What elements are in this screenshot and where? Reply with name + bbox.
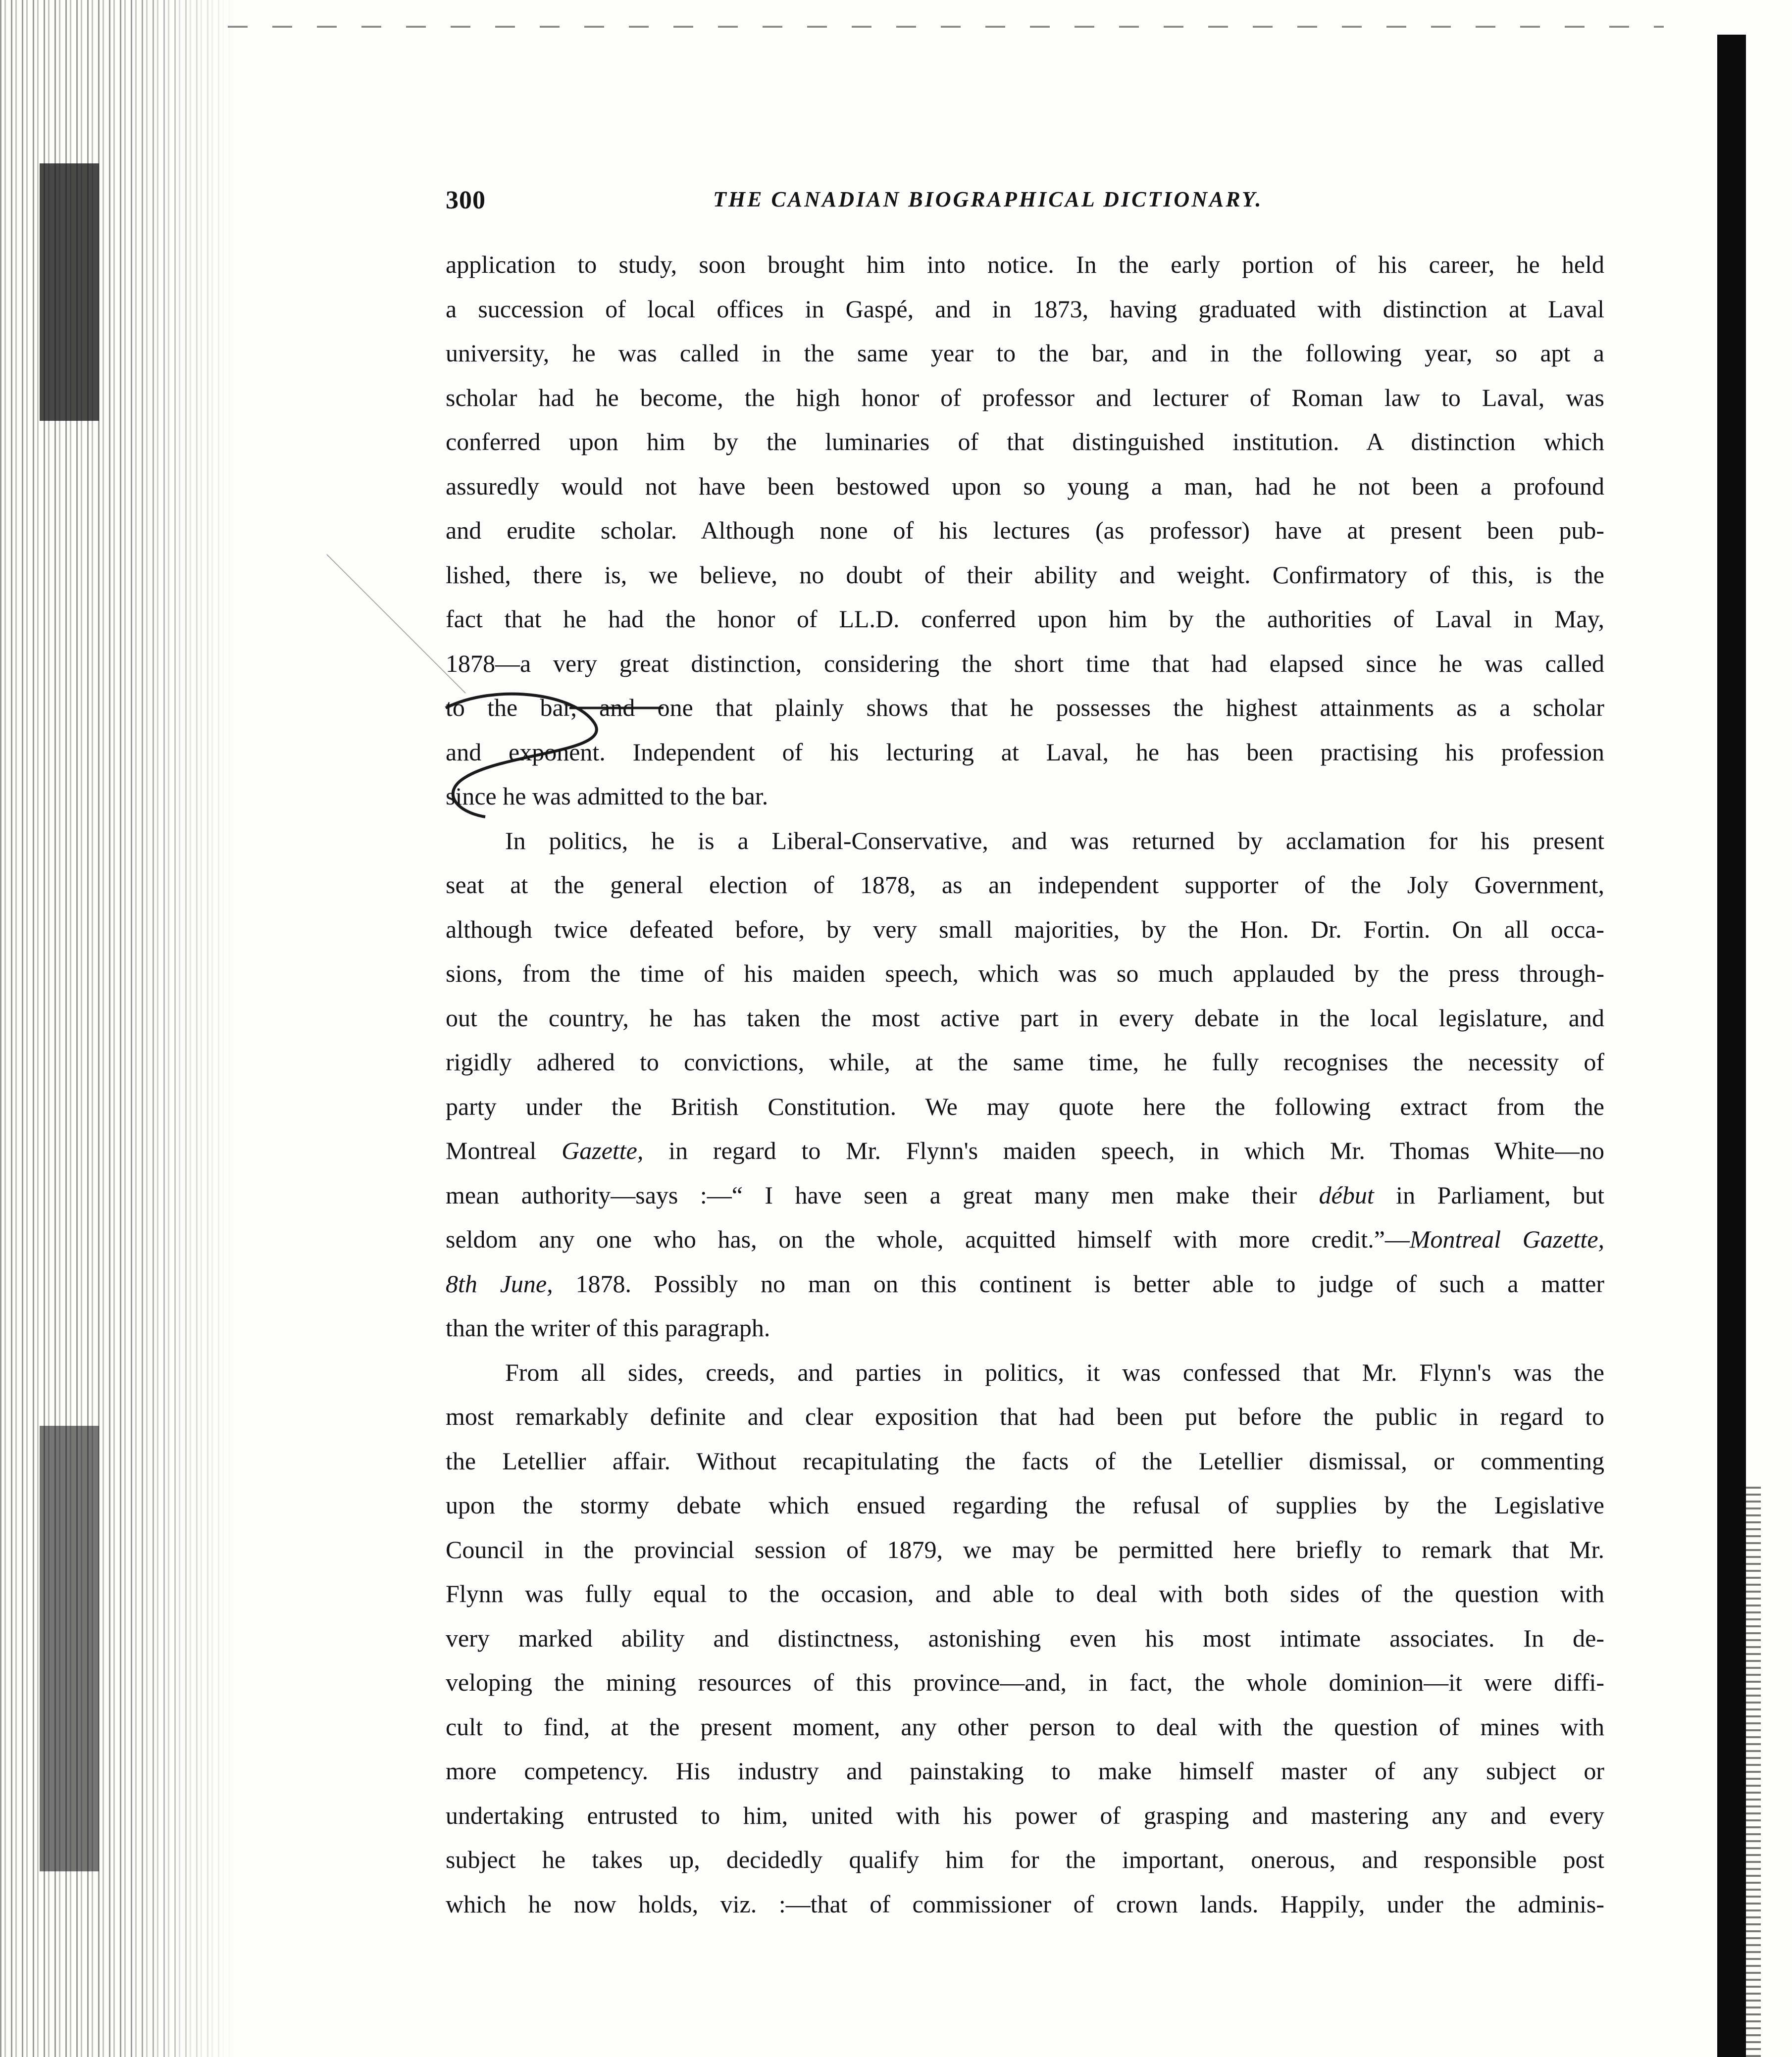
- text-line: and exponent. Independent of his lecturing at Laval, he has been practising his profession: [446, 738, 1604, 766]
- scan-artifact-block: [40, 163, 99, 421]
- text-line: more competency. His industry and painstaking to make himself master of any subject or: [446, 1757, 1604, 1785]
- text-line: university, he was called in the same year to the bar, and in the following year, so apt a: [446, 339, 1604, 367]
- text-line: In politics, he is a Liberal-Conservative, and was returned by acclamation for his present: [505, 826, 1604, 854]
- text-line: cult to find, at the present moment, any other person to deal with the question of mines with: [446, 1712, 1604, 1741]
- text-line: application to study, soon brought him into notice. In the early portion of his career, he held: [446, 251, 1604, 278]
- text-line: party under the British Constitution. We may quote here the following extract from the: [446, 1092, 1604, 1120]
- text-line: since he was admitted to the bar.: [446, 782, 768, 810]
- running-header: [446, 186, 1604, 220]
- text-line: From all sides, creeds, and parties in politics, it was confessed that Mr. Flynn's was the: [505, 1358, 1604, 1386]
- text-line: 8th June, 1878. Possibly no man on this continent is better able to judge of such a matter: [446, 1269, 1604, 1298]
- text-line: Council in the provincial session of 1879, we may be permitted here briefly to remark that Mr.: [446, 1535, 1604, 1563]
- scan-edge-bar-right: [1717, 35, 1746, 2057]
- text-line: out the country, he has taken the most active part in every debate in the local legislature, and: [446, 1003, 1604, 1032]
- paragraph: [446, 243, 1604, 819]
- scan-top-rule: [228, 26, 1664, 28]
- text-line: Montreal Gazette, in regard to Mr. Flynn's maiden speech, in which Mr. Thomas White—no: [446, 1137, 1604, 1164]
- text-line: 1878—a very great distinction, considering the short time that had elapsed since he was called: [446, 649, 1604, 677]
- text-line: mean authority—says :—“ I have seen a great many men make their début in Parliament, but: [446, 1181, 1604, 1209]
- text-line: assuredly would not have been bestowed upon so young a man, had he not been a profound: [446, 472, 1604, 500]
- text-line: undertaking entrusted to him, united with his power of grasping and mastering any and every: [446, 1801, 1604, 1829]
- text-line: to the bar, and one that plainly shows that he possesses the highest attainments as a scholar: [446, 694, 1604, 721]
- text-line: which he now holds, viz. :—that of commissioner of crown lands. Happily, under the adminis-: [446, 1890, 1604, 1918]
- text-line: Flynn was fully equal to the occasion, and able to deal with both sides of the question with: [446, 1580, 1604, 1607]
- text-line: seat at the general election of 1878, as an independent supporter of the Joly Government,: [446, 871, 1604, 899]
- text-line: than the writer of this paragraph.: [446, 1314, 770, 1342]
- text-line: a succession of local offices in Gaspé, and in 1873, having graduated with distinction at Laval: [446, 295, 1604, 323]
- text-line: although twice defeated before, by very small majorities, by the Hon. Dr. Fortin. On all occa-: [446, 915, 1604, 943]
- text-line: rigidly adhered to convictions, while, at the same time, he fully recognises the necessity of: [446, 1048, 1604, 1076]
- page-number: 300: [446, 186, 486, 214]
- running-title: THE CANADIAN BIOGRAPHICAL DICTIONARY.: [713, 187, 1263, 211]
- text-line: upon the stormy debate which ensued regarding the refusal of supplies by the Legislative: [446, 1491, 1604, 1519]
- body-text: [446, 243, 1604, 1926]
- text-line: most remarkably definite and clear exposition that had been put before the public in regard to: [446, 1403, 1604, 1430]
- paragraph: [446, 1351, 1604, 1927]
- text-line: the Letellier affair. Without recapitulating the facts of the Letellier dismissal, or commenting: [446, 1447, 1604, 1475]
- text-line: conferred upon him by the luminaries of that distinguished institution. A distinction which: [446, 428, 1604, 455]
- text-line: scholar had he become, the high honor of professor and lecturer of Roman law to Laval, was: [446, 383, 1604, 411]
- text-line: fact that he had the honor of LL.D. conferred upon him by the authorities of Laval in May,: [446, 605, 1604, 633]
- paragraph: [446, 819, 1604, 1351]
- text-line: and erudite scholar. Although none of his lectures (as professor) have at present been pub-: [446, 516, 1604, 544]
- text-line: very marked ability and distinctness, astonishing even his most intimate associates. In de-: [446, 1624, 1604, 1652]
- text-line: sions, from the time of his maiden speech, which was so much applauded by the press through-: [446, 959, 1604, 987]
- text-line: seldom any one who has, on the whole, acquitted himself with more credit.”—Montreal Gazette,: [446, 1225, 1604, 1253]
- text-line: lished, there is, we believe, no doubt of their ability and weight. Confirmatory of this, is the: [446, 560, 1604, 589]
- scan-artifact-block: [40, 1426, 99, 1871]
- scan-edge-speckle-right: [1746, 1485, 1761, 2057]
- text-line: subject he takes up, decidedly qualify him for the important, onerous, and responsible post: [446, 1846, 1604, 1873]
- scan-edge-noise-left: [0, 0, 233, 2057]
- text-line: veloping the mining resources of this province—and, in fact, the whole dominion—it were diffi-: [446, 1668, 1604, 1696]
